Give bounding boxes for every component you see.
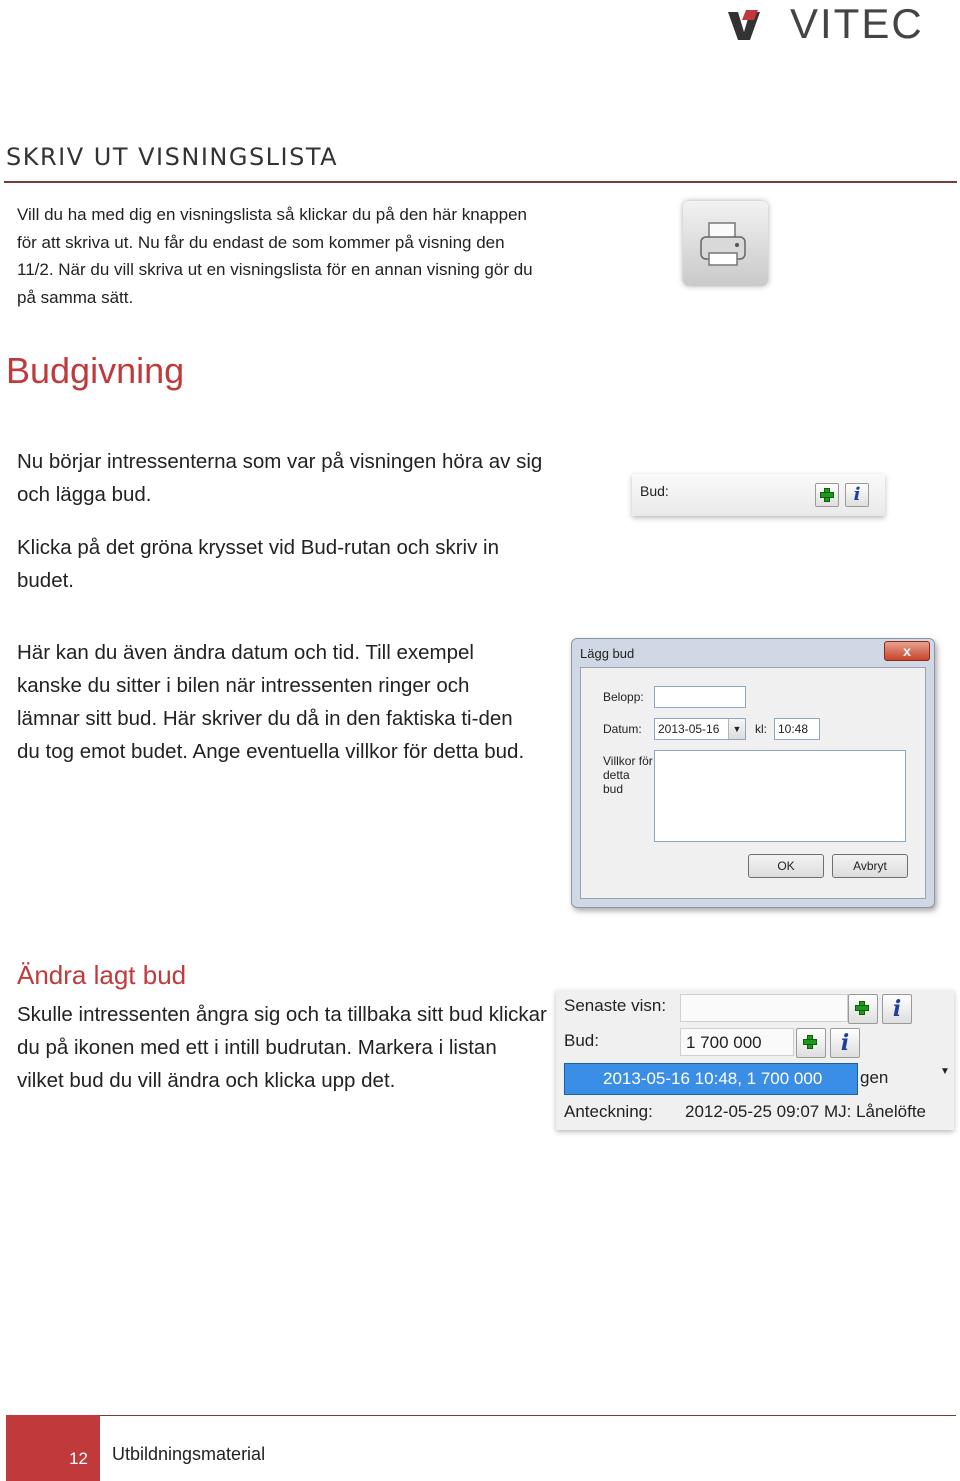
kl-label: kl: [755, 722, 767, 736]
bid-list-snippet [556, 990, 954, 1130]
print-button[interactable] [683, 201, 768, 286]
info-icon: i [840, 1030, 850, 1056]
budgivning-paragraph-1: Nu börjar intressenterna som var på visningen höra av sig och lägga bud. [17, 450, 543, 506]
bud-field-snippet [632, 474, 885, 516]
vitec-logo [724, 0, 956, 47]
viewing-info-button[interactable] [882, 994, 912, 1024]
villkor-label: Villkor för detta bud [603, 754, 653, 796]
info-icon: i [892, 996, 902, 1022]
vitec-logo-mark [724, 4, 784, 44]
green-plus-icon [820, 488, 834, 502]
footer-rule [100, 1415, 956, 1416]
dialog-body [580, 667, 926, 899]
add-viewing-button[interactable] [848, 994, 878, 1024]
lagg-bud-dialog [571, 638, 935, 908]
senaste-visn-label: Senaste visn: [564, 996, 667, 1015]
bid-info-button[interactable] [845, 483, 869, 507]
printer-icon [683, 201, 768, 286]
vitec-logo-text: VITEC [790, 0, 924, 47]
belopp-label: Belopp: [603, 690, 644, 704]
belopp-input[interactable] [654, 686, 746, 708]
info-icon: i [853, 484, 861, 505]
budgivning-heading: Budgivning [6, 350, 185, 391]
bud-field[interactable]: 1 700 000 [680, 1028, 794, 1056]
budgivning-paragraph-2: Klicka på det gröna krysset vid Bud-rutan och skriv in budet. [17, 536, 499, 592]
avbryt-button[interactable]: Avbryt [832, 854, 908, 878]
anteckning-field[interactable]: 2012-05-25 09:07 MJ: Lånelöfte [685, 1102, 927, 1121]
page-number-box [6, 1415, 100, 1481]
bud-label: Bud: [640, 483, 669, 499]
bid-info-button[interactable] [830, 1028, 860, 1058]
green-plus-icon [855, 1001, 869, 1015]
bud-label: Bud: [564, 1031, 599, 1050]
green-plus-icon [803, 1035, 817, 1049]
intro-paragraph: Vill du ha med dig en visningslista så klickar du på den här knappen för att skriva ut. Nu får du endast de som kommer på visning den 11/2. När du vill skriva ut en visningslista för en annan visning gör du på samma sätt. [17, 205, 533, 307]
chevron-down-icon[interactable]: ▼ [728, 719, 745, 739]
dialog-title: Lägg bud [580, 646, 635, 661]
page-number: 12 [69, 1449, 88, 1468]
budgivning-paragraph-3: Här kan du även ändra datum och tid. Till exempel kanske du sitter i bilen när intressenten ringer och lämnar sitt bud. Här skriver du då in den faktiska ti-den du tog emot budet. Ange eventuella villkor för detta bud. [17, 641, 525, 763]
andra-bud-paragraph: Skulle intressenten ångra sig och ta tillbaka sitt bud klickar du på ikonen med ett i intill budrutan. Markera i listan vilket bud du vill ändra och klicka upp det. [17, 1003, 547, 1092]
heading-rule [4, 181, 957, 183]
section-title: SKRIV UT VISNINGSLISTA [6, 143, 339, 171]
senaste-visn-field[interactable] [680, 994, 848, 1022]
kl-input[interactable]: 10:48 [774, 718, 820, 740]
datum-select[interactable] [654, 718, 746, 740]
datum-label: Datum: [603, 722, 642, 736]
andra-bud-heading: Ändra lagt bud [17, 960, 187, 990]
footer-label: Utbildningsmaterial [112, 1444, 266, 1464]
add-bid-button[interactable] [815, 483, 839, 507]
villkor-textarea[interactable] [654, 750, 906, 842]
add-bid-button[interactable] [796, 1028, 826, 1058]
partial-field-text: gen [860, 1068, 889, 1087]
anteckning-label: Anteckning: [564, 1102, 653, 1121]
bid-list-selected-item[interactable]: 2013-05-16 10:48, 1 700 000 [564, 1063, 858, 1095]
dialog-close-button[interactable]: x [884, 641, 930, 661]
datum-value: 2013-05-16 [658, 722, 720, 736]
chevron-down-icon[interactable]: ▼ [940, 1066, 950, 1077]
ok-button[interactable]: OK [748, 854, 824, 878]
